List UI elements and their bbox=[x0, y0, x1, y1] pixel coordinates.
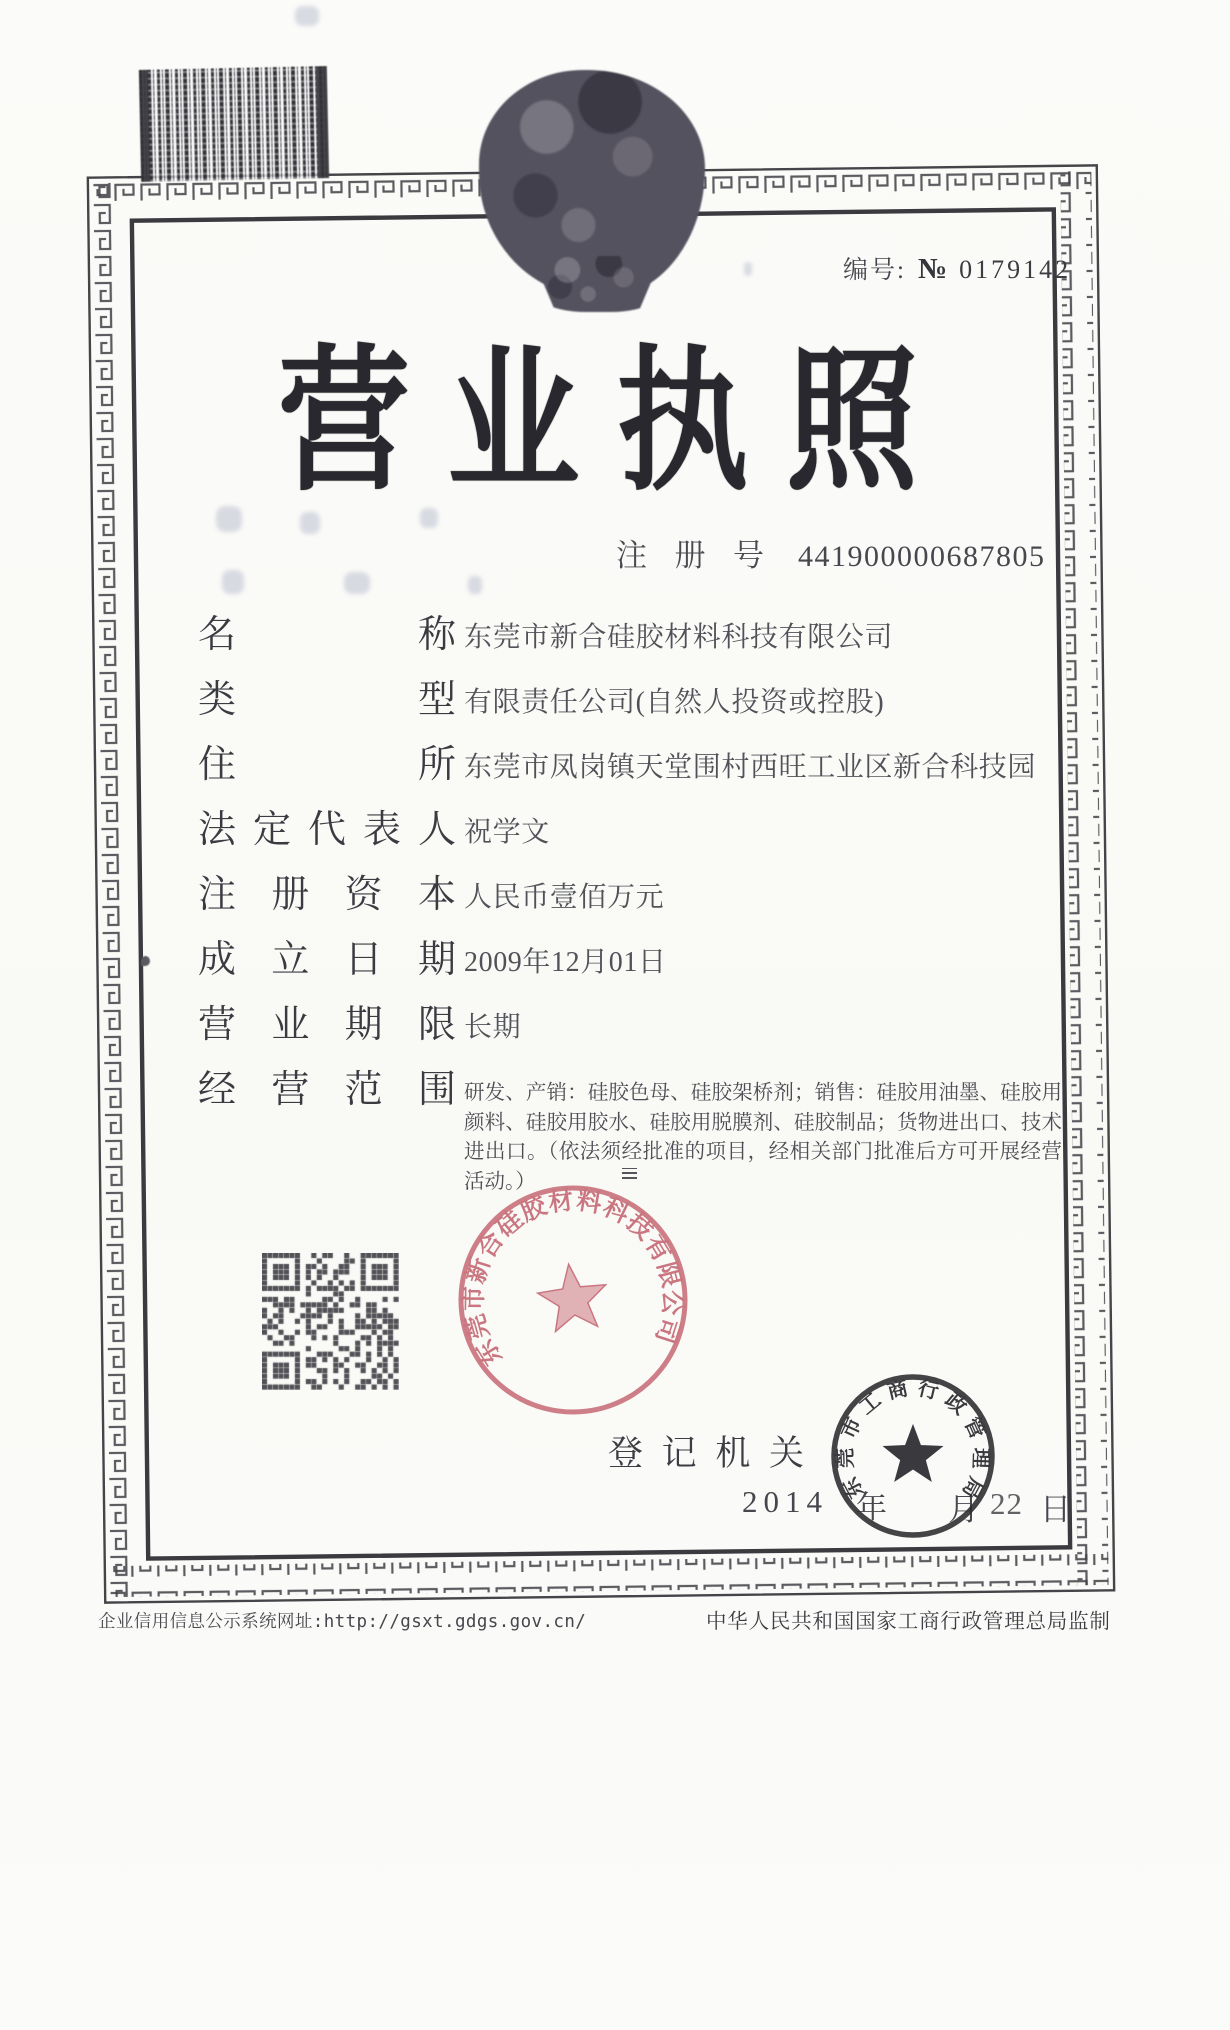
svg-text:新: 新 bbox=[462, 1254, 496, 1287]
field-row bbox=[198, 742, 1078, 807]
field-label: 营 业 期 限 bbox=[198, 1004, 456, 1046]
field-row bbox=[198, 1002, 1078, 1067]
field-row bbox=[198, 937, 1078, 1002]
registration-number-label: 注 册 号 bbox=[616, 538, 764, 573]
svg-text:硅: 硅 bbox=[491, 1206, 529, 1243]
border-band-bottom bbox=[110, 1554, 1108, 1597]
field-row bbox=[198, 612, 1078, 677]
barcode bbox=[139, 66, 329, 182]
field-table bbox=[198, 612, 1078, 1197]
field-label: 住 所 bbox=[198, 744, 456, 786]
svg-text:科: 科 bbox=[598, 1193, 634, 1229]
issue-month-unit: 月 bbox=[948, 1492, 979, 1527]
svg-text:局: 局 bbox=[957, 1473, 987, 1502]
field-value: 祝学文 bbox=[464, 817, 550, 848]
svg-text:理: 理 bbox=[968, 1447, 992, 1469]
svg-text:东: 东 bbox=[839, 1473, 869, 1502]
registrar-label: 登 记 机 关 bbox=[608, 1434, 804, 1473]
issue-year: 2014 bbox=[742, 1484, 828, 1519]
field-value: 2009年12月01日 bbox=[464, 947, 667, 978]
field-label: 名 称 bbox=[198, 614, 456, 656]
svg-text:市: 市 bbox=[837, 1414, 867, 1443]
field-label: 注 册 资 本 bbox=[198, 874, 456, 916]
serial-number-line bbox=[843, 250, 1071, 286]
issue-day: 22 bbox=[990, 1486, 1023, 1521]
field-row bbox=[198, 807, 1078, 872]
issue-day-unit: 日 bbox=[1040, 1492, 1071, 1527]
svg-text:莞: 莞 bbox=[461, 1310, 495, 1343]
field-value: 人民币壹佰万元 bbox=[464, 882, 665, 913]
svg-text:工: 工 bbox=[855, 1389, 886, 1420]
ghost-mark bbox=[295, 6, 319, 26]
serial-number: 0179142 bbox=[959, 255, 1072, 284]
svg-text:料: 料 bbox=[574, 1187, 604, 1219]
ghost-mark bbox=[344, 572, 370, 594]
field-value: 东莞市凤岗镇天堂围村西旺工业区新合科技园 bbox=[464, 752, 1037, 783]
field-label: 法 定 代 表 人 bbox=[198, 809, 456, 851]
registration-number-value: 441900000687805 bbox=[798, 540, 1046, 573]
svg-text:行: 行 bbox=[915, 1377, 941, 1404]
field-value: 有限责任公司(自然人投资或控股) bbox=[464, 687, 885, 718]
serial-numero-sign: № bbox=[917, 253, 948, 285]
ghost-mark bbox=[744, 262, 752, 276]
svg-text:有: 有 bbox=[639, 1231, 676, 1267]
svg-text:胶: 胶 bbox=[516, 1192, 551, 1227]
svg-text:管: 管 bbox=[959, 1414, 989, 1443]
field-value: 研发、产销：硅胶色母、硅胶架桥剂；销售：硅胶用油墨、硅胶用颜料、硅胶用胶水、硅胶用脱膜剂、硅胶制品；货物进出口、技术进出口。（依法须经批准的项目，经相关部门批准后方可开展经营活动。） bbox=[464, 1082, 1062, 1193]
ghost-mark bbox=[420, 508, 438, 528]
company-red-seal bbox=[441, 1168, 704, 1431]
svg-text:技: 技 bbox=[620, 1208, 658, 1246]
svg-text:司: 司 bbox=[649, 1314, 684, 1347]
ghost-mark bbox=[468, 576, 482, 594]
svg-text:限: 限 bbox=[651, 1259, 685, 1291]
serial-label: 编号: bbox=[843, 257, 906, 284]
field-row bbox=[198, 872, 1078, 937]
svg-text:公: 公 bbox=[657, 1289, 686, 1316]
field-value: 长期 bbox=[464, 1012, 522, 1043]
field-label: 经 营 范 围 bbox=[198, 1069, 456, 1111]
qr-code bbox=[262, 1253, 399, 1390]
svg-text:市: 市 bbox=[460, 1285, 489, 1312]
field-label: 类 型 bbox=[198, 679, 456, 721]
svg-text:商: 商 bbox=[885, 1377, 911, 1404]
svg-text:材: 材 bbox=[546, 1187, 576, 1218]
issue-year-unit: 年 bbox=[856, 1490, 887, 1525]
svg-text:莞: 莞 bbox=[834, 1447, 858, 1469]
svg-text:东: 东 bbox=[471, 1334, 508, 1370]
stray-ink-mark bbox=[141, 956, 150, 966]
ghost-mark bbox=[222, 570, 244, 594]
footer-issuer-note: 中华人民共和国国家工商行政管理总局监制 bbox=[706, 1611, 1111, 1633]
document-title: 营 业 执 照 bbox=[278, 334, 918, 509]
svg-text:政: 政 bbox=[940, 1389, 971, 1420]
ghost-mark bbox=[216, 506, 242, 532]
field-row bbox=[198, 677, 1078, 742]
svg-text:合: 合 bbox=[472, 1227, 510, 1264]
registration-number-line bbox=[616, 530, 1046, 575]
field-value: 东莞市新合硅胶材料科技有限公司 bbox=[464, 622, 894, 653]
field-label: 成 立 日 期 bbox=[198, 939, 456, 981]
registrar-black-seal bbox=[827, 1370, 999, 1542]
footer-publicity-url: 企业信用信息公示系统网址:http://gsxt.gdgs.gov.cn/ bbox=[98, 1612, 587, 1632]
